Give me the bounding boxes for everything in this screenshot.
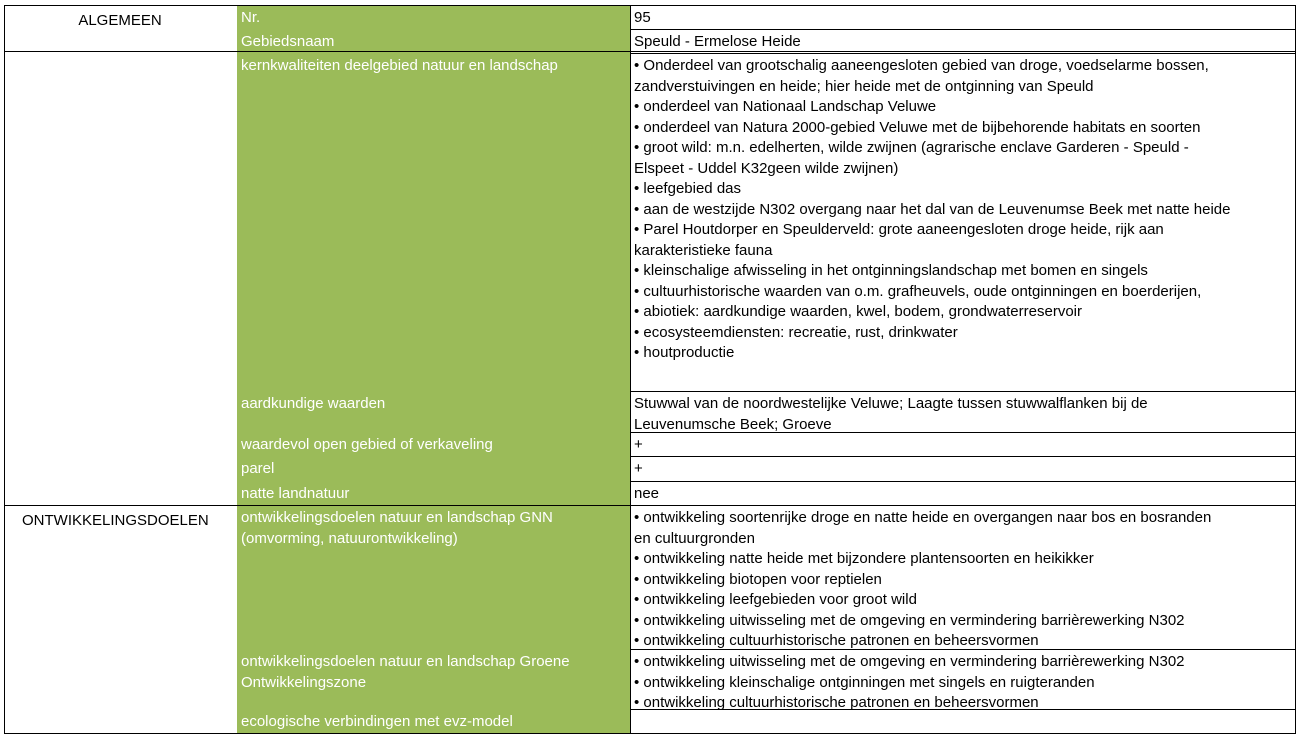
value-line: Elspeet - Uddel K32geen wilde zwijnen): [634, 159, 899, 177]
grid-line: [630, 505, 1296, 506]
row-label: waardevol open gebied of verkaveling: [237, 432, 630, 456]
grid-line: [630, 649, 1296, 650]
row-value: [630, 456, 1295, 481]
value-line: nee: [634, 485, 660, 502]
row-value: [630, 29, 1295, 53]
value-line: • ontwikkeling biotopen voor reptielen: [634, 570, 882, 588]
value-line: • abiotiek: aardkundige waarden, kwel, bodem, grondwaterreservoir: [634, 303, 1082, 320]
value-line: 95: [634, 9, 651, 26]
value-line: • cultuurhistorische waarden van o.m. grafheuvels, oude ontginningen en boerderijen,: [634, 282, 1202, 300]
value-line: • groot wild: m.n. edelherten, wilde zwijnen (agrarische enclave Garderen - Speuld -: [634, 139, 1189, 156]
row-value: [630, 432, 1295, 456]
row-value: [630, 505, 1295, 649]
row-value: [630, 709, 1295, 733]
grid-line: [4, 5, 1296, 6]
value-line: • Onderdeel van grootschalig aaneengesloten gebied van droge, voedselarme bossen,: [634, 57, 1209, 74]
row-label: kernkwaliteiten deelgebied natuur en landschap: [237, 53, 630, 391]
value-line: Speuld - Ermelose Heide: [634, 33, 801, 50]
value-line: • ontwikkeling uitwisseling met de omgeving en vermindering barrièrewerking N302: [634, 611, 1185, 629]
value-line: • aan de westzijde N302 overgang naar het dal van de Leuvenumse Beek met natte heide: [634, 200, 1231, 218]
grid-line: [630, 481, 1296, 482]
value-line: • onderdeel van Nationaal Landschap Veluwe: [634, 98, 937, 115]
grid-line: [630, 53, 1296, 54]
value-line: • ontwikkeling leefgebieden voor groot wild: [634, 591, 917, 608]
section-algemeen: ALGEMEEN: [4, 5, 236, 51]
row-value: [630, 5, 1295, 29]
value-line: en cultuurgronden: [634, 529, 755, 547]
section-ontwikkelingsdoelen: ONTWIKKELINGSDOELEN: [4, 505, 236, 733]
value-line: • Parel Houtdorper en Speulderveld: grote aaneengesloten droge heide, rijk aan: [634, 221, 1164, 238]
grid-line: [4, 51, 1296, 52]
row-label: ontwikkelingsdoelen natuur en landschap GNN (omvorming, natuurontwikkeling): [237, 505, 630, 649]
grid-line: [630, 709, 1296, 710]
grid-line: [4, 5, 5, 734]
value-line: • kleinschalige afwisseling in het ontginningslandschap met bomen en singels: [634, 262, 1148, 279]
value-line: • ontwikkeling cultuurhistorische patronen en beheersvormen: [634, 694, 1039, 709]
value-line: • ontwikkeling cultuurhistorische patronen en beheersvormen: [634, 632, 1039, 649]
value-line: • houtproductie: [634, 344, 735, 361]
grid-line: [630, 29, 1296, 30]
value-line: • ontwikkeling natte heide met bijzondere plantensoorten en heikikker: [634, 550, 1094, 567]
value-line: • ontwikkeling soortenrijke droge en natte heide en overgangen naar bos en bosranden: [634, 509, 1212, 526]
value-line: Stuwwal van de noordwestelijke Veluwe; Laagte tussen stuwwalflanken bij de: [634, 395, 1148, 412]
grid-line: [630, 432, 1296, 433]
row-label: Gebiedsnaam: [237, 29, 630, 53]
row-value: [630, 481, 1295, 505]
grid-line: [1295, 5, 1296, 734]
row-value: [630, 649, 1295, 709]
row-label: natte landnatuur: [237, 481, 630, 505]
grid-line: [630, 456, 1296, 457]
grid-line: [630, 391, 1296, 392]
value-line: • ontwikkeling kleinschalige ontginningen met singels en ruigteranden: [634, 673, 1095, 691]
row-label: ontwikkelingsdoelen natuur en landschap Groene Ontwikkelingszone: [237, 649, 630, 709]
row-value: [630, 53, 1295, 391]
value-line: +: [634, 460, 643, 477]
value-line: Leuvenumsche Beek; Groeve: [634, 415, 832, 432]
value-line: zandverstuivingen en heide; hier heide met de ontginning van Speuld: [634, 77, 1094, 95]
row-label: ecologische verbindingen met evz-model: [237, 709, 630, 733]
row-label: aardkundige waarden: [237, 391, 630, 432]
value-line: • ontwikkeling uitwisseling met de omgeving en vermindering barrièrewerking N302: [634, 653, 1185, 670]
value-line: • leefgebied das: [634, 180, 741, 197]
value-line: karakteristieke fauna: [634, 241, 773, 259]
value-line: +: [634, 436, 643, 453]
value-line: • onderdeel van Natura 2000-gebied Veluwe met de bijbehorende habitats en soorten: [634, 118, 1201, 136]
value-line: • ecosysteemdiensten: recreatie, rust, drinkwater: [634, 323, 958, 341]
grid-line: [4, 733, 1296, 734]
row-label: parel: [237, 456, 630, 481]
row-label: Nr.: [237, 5, 630, 29]
grid-line: [630, 5, 631, 734]
row-value: [630, 391, 1295, 432]
